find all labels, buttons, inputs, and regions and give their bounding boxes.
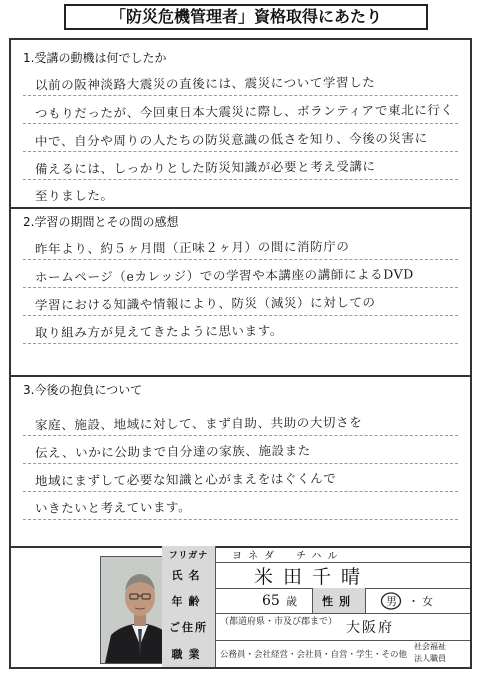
gender-female: 女 bbox=[422, 594, 433, 608]
gender-male: 男 bbox=[386, 594, 397, 608]
row-furigana bbox=[162, 546, 470, 563]
name-label: 氏名 bbox=[162, 562, 216, 588]
handwritten-line: つもりだったが、今回東日本大震災に際し、ボランティアで東北に行く bbox=[34, 102, 454, 121]
name-value: 米田千晴 bbox=[254, 565, 371, 588]
gender-separator: ・ bbox=[408, 594, 419, 608]
handwritten-line: 以前の阪神淡路大震災の直後には、震災について学習した bbox=[34, 74, 376, 93]
handwritten-line: ホームページ（eカレッジ）での学習や本講座の講師によるDVD bbox=[34, 266, 414, 285]
gender-label: 性別 bbox=[312, 588, 366, 613]
address-value: 大阪府 bbox=[346, 619, 394, 636]
section-aspirations bbox=[11, 380, 470, 520]
answer-lines bbox=[23, 408, 458, 520]
handwritten-line: 地域にまずして必要な知識と心がまえをはぐくんで bbox=[34, 470, 337, 489]
age-unit: 歳 bbox=[286, 594, 297, 608]
profile-table bbox=[162, 546, 470, 667]
handwritten-line: 家庭、施設、地域に対して、まず自助、共助の大切さを bbox=[34, 414, 363, 433]
section-heading: 1.受講の動機は何でしたか bbox=[23, 51, 167, 65]
section-heading: 3.今後の抱負について bbox=[23, 383, 143, 397]
answer-lines bbox=[23, 68, 458, 208]
handwritten-line: いきたいと考えています。 bbox=[34, 499, 192, 516]
furigana-label: フリガナ bbox=[162, 546, 216, 562]
occupation-note-line2: 法人職員 bbox=[414, 654, 446, 663]
section-motivation bbox=[11, 48, 470, 208]
age-value: 65 bbox=[262, 592, 280, 609]
occupation-note-line1: 社会福祉 bbox=[414, 642, 446, 651]
handwritten-line: 昨年より、約５ヶ月間（正味２ヶ月）の間に消防庁の bbox=[34, 238, 350, 257]
handwritten-line: 備えるには、しっかりとした防災知識が必要と考え受講に bbox=[34, 158, 376, 177]
handwritten-line: 中で、自分や周りの人たちの防災意識の低さを知り、今後の災害に bbox=[34, 130, 428, 149]
furigana-value: ヨネダ チハル bbox=[232, 550, 344, 562]
handwritten-line: 学習における知識や情報により、防災（減災）に対しての bbox=[34, 294, 376, 313]
page-title: 「防災危機管理者」資格取得にあたり bbox=[64, 4, 428, 30]
handwritten-line: 取り組み方が見えてきたように思います。 bbox=[34, 322, 283, 341]
answer-lines bbox=[23, 232, 458, 344]
section-study-period bbox=[11, 212, 470, 344]
handwritten-line: 伝え、いかに公助まで自分達の家族、施設また bbox=[34, 442, 311, 461]
row-occupation bbox=[162, 640, 470, 667]
address-hint: （都道府県・市及び郡まで） bbox=[220, 617, 338, 627]
occupation-label: 職業 bbox=[162, 640, 216, 667]
row-name bbox=[162, 562, 470, 589]
section-heading: 2.学習の期間とその間の感想 bbox=[23, 215, 179, 229]
section-divider bbox=[11, 207, 470, 209]
address-label: ご住所 bbox=[162, 613, 216, 640]
section-divider bbox=[11, 375, 470, 377]
gender-selected-circle bbox=[380, 592, 402, 610]
age-label: 年齢 bbox=[162, 588, 216, 613]
occupation-options: 公務員・会社経営・会社員・自営・学生・その他 bbox=[220, 649, 408, 660]
handwritten-line: 至りました。 bbox=[34, 187, 114, 204]
